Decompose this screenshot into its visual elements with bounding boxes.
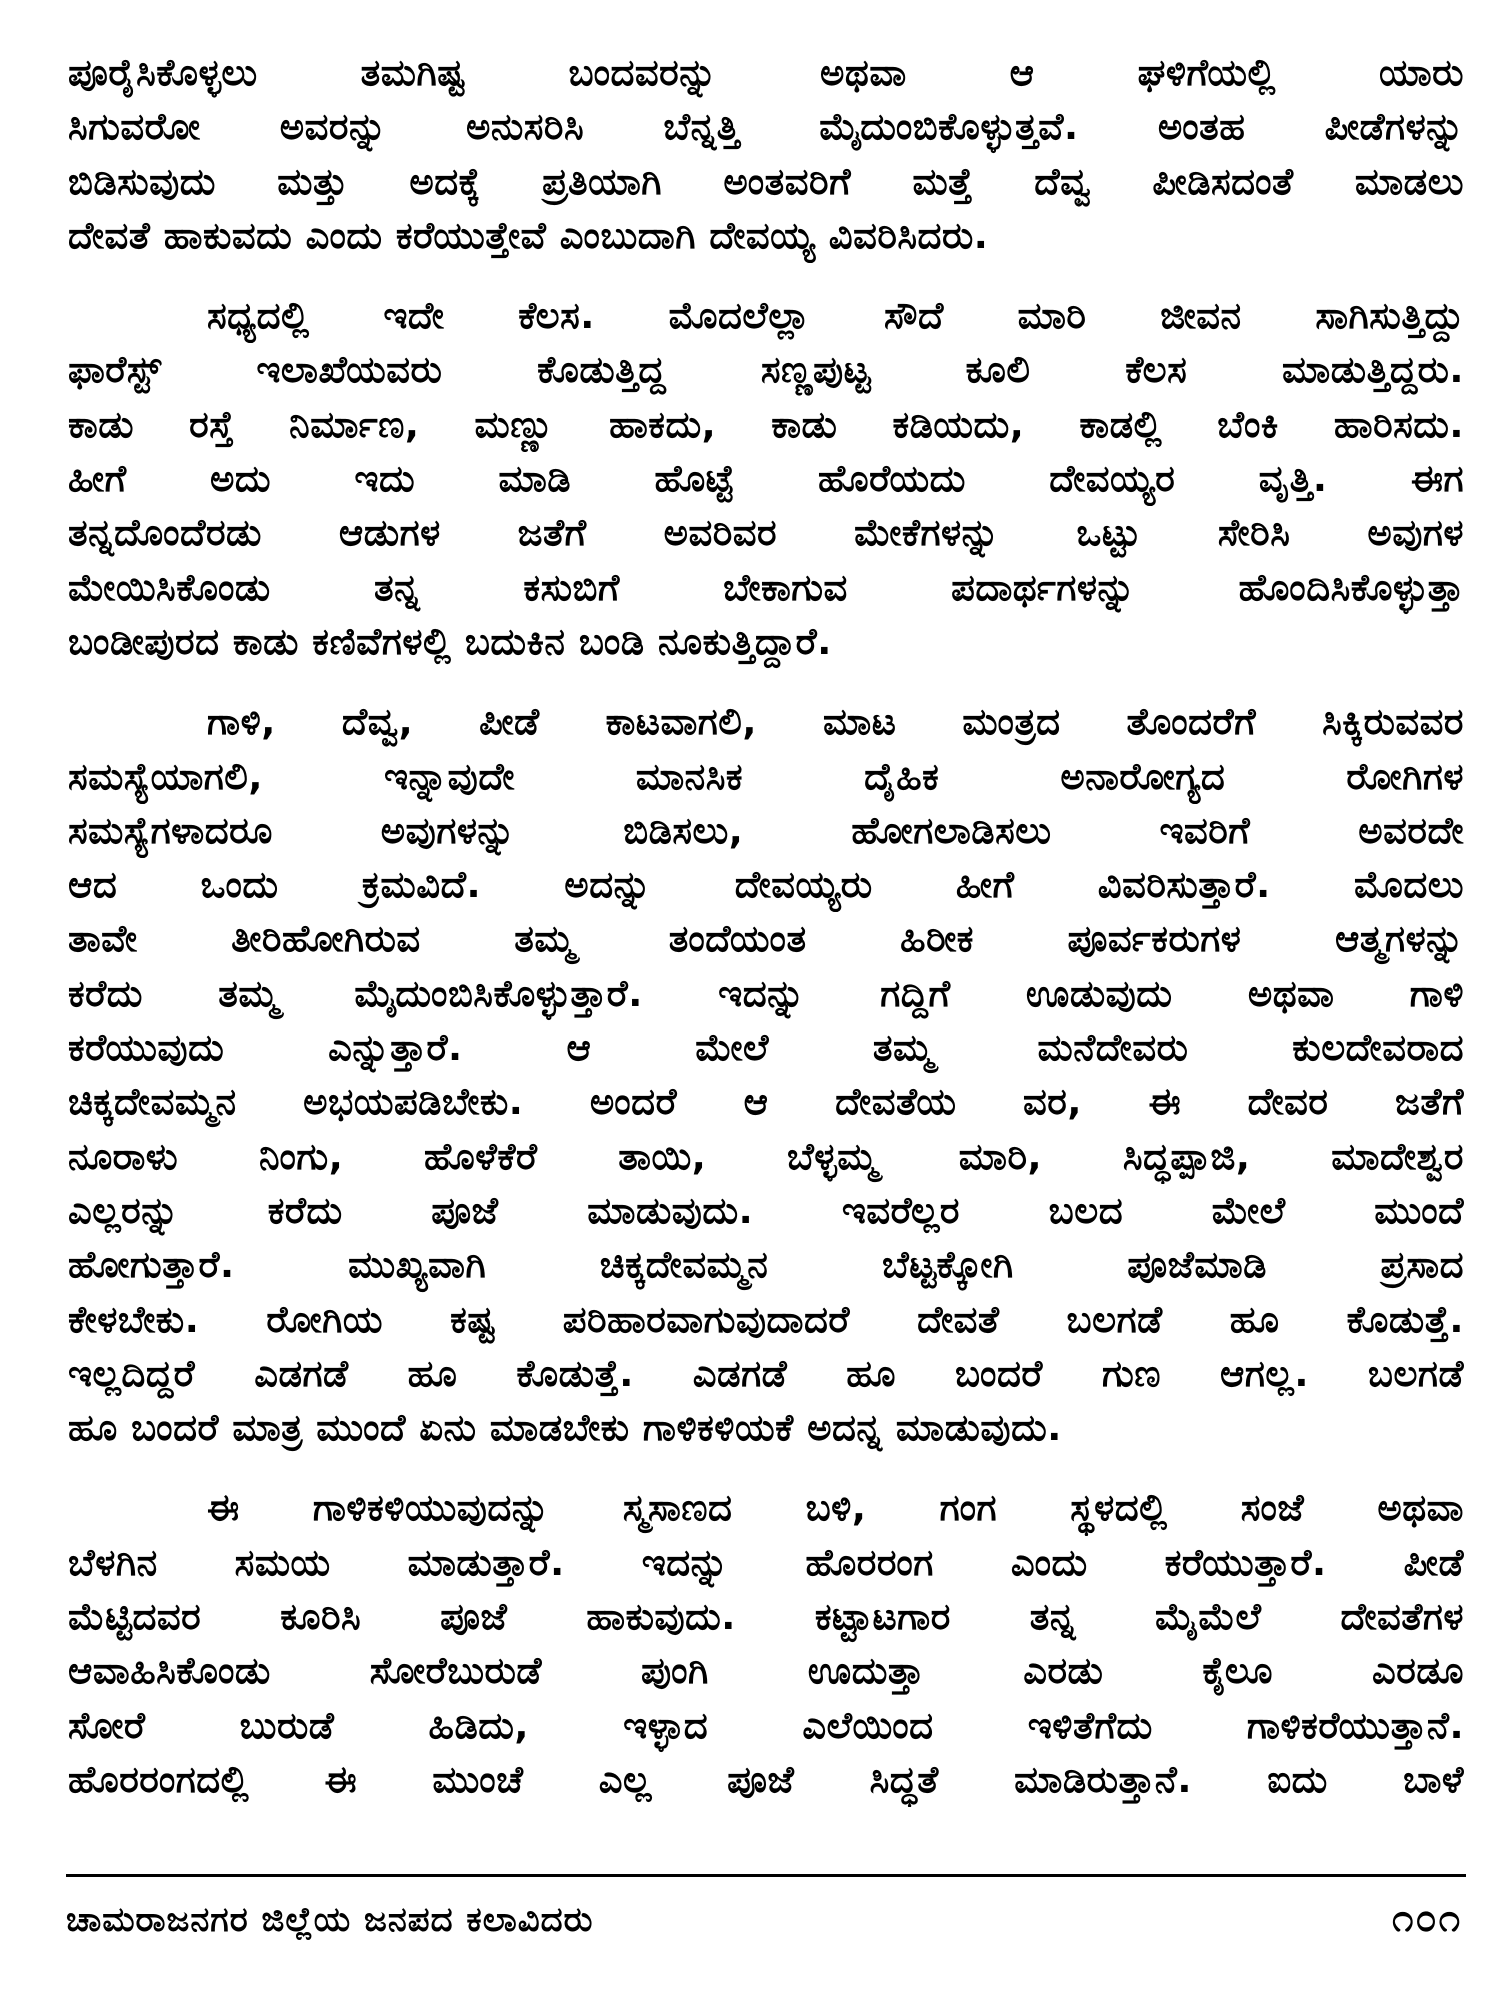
text-line: ಆದ ಒಂದು ಕ್ರಮವಿದೆ. ಅದನ್ನು ದೇವಯ್ಯರು ಹೀಗೆ ವಿವರಿಸುತ್ತಾರೆ. ಮೊದಲು [68, 863, 1464, 907]
text-line: ನೂರಾಳು ನಿಂಗು, ಹೊಳೆಕೆರೆ ತಾಯಿ, ಬೆಳ್ಳಮ್ಮ ಮಾರಿ, ಸಿದ್ಧಪ್ಪಾಜಿ, ಮಾದೇಶ್ವರ [68, 1134, 1464, 1178]
footer-rule [66, 1874, 1466, 1877]
text-line: ಸಿಗುವರೋ ಅವರನ್ನು ಅನುಸರಿಸಿ ಬೆನ್ನತ್ತಿ ಮೈದುಂಬಿಕೊಳ್ಳುತ್ತವೆ. ಅಂತಹ ಪೀಡೆಗಳನ್ನು [68, 105, 1464, 149]
text-line: ಹೋಗುತ್ತಾರೆ. ಮುಖ್ಯವಾಗಿ ಚಿಕ್ಕದೇವಮ್ಮನ ಬೆಟ್ಟಕ್ಕೋಗಿ ಪೂಜೆಮಾಡಿ ಪ್ರಸಾದ [68, 1243, 1464, 1287]
text-line: ಫಾರೆಸ್ಟ್ ಇಲಾಖೆಯವರು ಕೊಡುತ್ತಿದ್ದ ಸಣ್ಣಪುಟ್ಟ ಕೂಲಿ ಕೆಲಸ ಮಾಡುತ್ತಿದ್ದರು. [68, 348, 1464, 392]
running-footer-title: ಚಾಮರಾಜನಗರ ಜಿಲ್ಲೆಯ ಜನಪದ ಕಲಾವಿದರು [66, 1900, 594, 1940]
body-text [68, 46, 1464, 1866]
paragraph-1 [68, 46, 1464, 263]
text-line: ಕರೆಯುವುದು ಎನ್ನುತ್ತಾರೆ. ಆ ಮೇಲೆ ತಮ್ಮ ಮನೆದೇವರು ಕುಲದೇವರಾದ [68, 1026, 1464, 1070]
text-line: ಗಾಳಿ, ದೆವ್ವ, ಪೀಡೆ ಕಾಟವಾಗಲಿ, ಮಾಟ ಮಂತ್ರದ ತೊಂದರೆಗೆ ಸಿಕ್ಕಿರುವವರ [207, 700, 1464, 744]
text-line: ಹೂ ಬಂದರೆ ಮಾತ್ರ ಮುಂದೆ ಏನು ಮಾಡಬೇಕು ಗಾಳಿಕಳಿಯಕೆ ಅದನ್ನ ಮಾಡುವುದು. [68, 1406, 1062, 1450]
text-line: ಸೋರೆ ಬುರುಡೆ ಹಿಡಿದು, ಇಳ್ಳಾದ ಎಲೆಯಿಂದ ಇಳಿತೆಗೆದು ಗಾಳಿಕರೆಯುತ್ತಾನೆ. [68, 1703, 1464, 1747]
text-line: ಬಿಡಿಸುವುದು ಮತ್ತು ಅದಕ್ಕೆ ಪ್ರತಿಯಾಗಿ ಅಂತವರಿಗೆ ಮತ್ತೆ ದೆವ್ವ ಪೀಡಿಸದಂತೆ ಮಾಡಲು [68, 159, 1464, 203]
text-line: ಈ ಗಾಳಿಕಳಿಯುವುದನ್ನು ಸ್ಮಸಾಣದ ಬಳಿ, ಗಂಗ ಸ್ಥಳದಲ್ಲಿ ಸಂಜೆ ಅಥವಾ [207, 1486, 1464, 1530]
text-line: ಚಿಕ್ಕದೇವಮ್ಮನ ಅಭಯಪಡಿಬೇಕು. ಅಂದರೆ ಆ ದೇವತೆಯ ವರ, ಈ ದೇವರ ಜತೆಗೆ [68, 1080, 1464, 1124]
paragraph-2 [68, 289, 1464, 669]
text-line: ಸಮಸ್ಯೆಗಳಾದರೂ ಅವುಗಳನ್ನು ಬಿಡಿಸಲು, ಹೋಗಲಾಡಿಸಲು ಇವರಿಗೆ ಅವರದೇ [68, 808, 1464, 852]
text-line: ಎಲ್ಲರನ್ನು ಕರೆದು ಪೂಜೆ ಮಾಡುವುದು. ಇವರೆಲ್ಲರ ಬಲದ ಮೇಲೆ ಮುಂದೆ [68, 1188, 1464, 1232]
text-line: ಆವಾಹಿಸಿಕೊಂಡು ಸೋರೆಬುರುಡೆ ಪುಂಗಿ ಊದುತ್ತಾ ಎರಡು ಕೈಲೂ ಎರಡೂ [68, 1649, 1464, 1693]
text-line: ಮೆಟ್ಟಿದವರ ಕೂರಿಸಿ ಪೂಜೆ ಹಾಕುವುದು. ಕಟ್ಟಾಟಗಾರ ತನ್ನ ಮೈಮೆಲೆ ದೇವತೆಗಳ [68, 1595, 1464, 1639]
text-line: ಬೆಳಗಿನ ಸಮಯ ಮಾಡುತ್ತಾರೆ. ಇದನ್ನು ಹೊರರಂಗ ಎಂದು ಕರೆಯುತ್ತಾರೆ. ಪೀಡೆ [68, 1540, 1464, 1584]
paragraph-4 [68, 1481, 1464, 1807]
text-line: ಮೇಯಿಸಿಕೊಂಡು ತನ್ನ ಕಸುಬಿಗೆ ಬೇಕಾಗುವ ಪದಾರ್ಥಗಳನ್ನು ಹೊಂದಿಸಿಕೊಳ್ಳುತ್ತಾ [68, 565, 1464, 609]
text-line: ಬಂಡೀಪುರದ ಕಾಡು ಕಣಿವೆಗಳಲ್ಲಿ ಬದುಕಿನ ಬಂಡಿ ನೂಕುತ್ತಿದ್ದಾರೆ. [68, 619, 832, 663]
text-line: ತಾವೇ ತೀರಿಹೋಗಿರುವ ತಮ್ಮ ತಂದೆಯಂತ ಹಿರೀಕ ಪೂರ್ವಕರುಗಳ ಆತ್ಮಗಳನ್ನು [68, 917, 1464, 961]
text-line: ದೇವತೆ ಹಾಕುವದು ಎಂದು ಕರೆಯುತ್ತೇವೆ ಎಂಬುದಾಗಿ ದೇವಯ್ಯ ವಿವರಿಸಿದರು. [68, 213, 989, 257]
text-line: ಕಾಡು ರಸ್ತೆ ನಿರ್ಮಾಣ, ಮಣ್ಣು ಹಾಕದು, ಕಾಡು ಕಡಿಯದು, ಕಾಡಲ್ಲಿ ಬೆಂಕಿ ಹಾರಿಸದು. [68, 402, 1464, 446]
page-number: ೧೦೧ [1392, 1896, 1462, 1940]
text-line: ಹೊರರಂಗದಲ್ಲಿ ಈ ಮುಂಚೆ ಎಲ್ಲ ಪೂಜೆ ಸಿದ್ಧತೆ ಮಾಡಿರುತ್ತಾನೆ. ಐದು ಬಾಳೆ [68, 1757, 1464, 1801]
text-line: ಕೇಳಬೇಕು. ರೋಗಿಯ ಕಷ್ಟ ಪರಿಹಾರವಾಗುವುದಾದರೆ ದೇವತೆ ಬಲಗಡೆ ಹೂ ಕೊಡುತ್ತೆ. [68, 1297, 1464, 1341]
paragraph-3 [68, 695, 1464, 1455]
text-line: ಪೂರೈಸಿಕೊಳ್ಳಲು ತಮಗಿಷ್ಟ ಬಂದವರನ್ನು ಅಥವಾ ಆ ಘಳಿಗೆಯಲ್ಲಿ ಯಾರು [68, 51, 1464, 94]
text-line: ಹೀಗೆ ಅದು ಇದು ಮಾಡಿ ಹೊಟ್ಟೆ ಹೊರೆಯದು ದೇವಯ್ಯರ ವೃತ್ತಿ. ಈಗ [68, 457, 1464, 501]
text-line: ಸಧ್ಯದಲ್ಲಿ ಇದೇ ಕೆಲಸ. ಮೊದಲೆಲ್ಲಾ ಸೌದೆ ಮಾರಿ ಜೀವನ ಸಾಗಿಸುತ್ತಿದ್ದು [207, 294, 1464, 338]
text-line: ತನ್ನದೊಂದೆರಡು ಆಡುಗಳ ಜತೆಗೆ ಅವರಿವರ ಮೇಕೆಗಳನ್ನು ಒಟ್ಟು ಸೇರಿಸಿ ಅವುಗಳ [68, 511, 1464, 555]
text-line: ಕರೆದು ತಮ್ಮ ಮೈದುಂಬಿಸಿಕೊಳ್ಳುತ್ತಾರೆ. ಇದನ್ನು ಗದ್ದಿಗೆ ಊಡುವುದು ಅಥವಾ ಗಾಳಿ [68, 971, 1464, 1015]
text-line: ಇಲ್ಲದಿದ್ದರೆ ಎಡಗಡೆ ಹೂ ಕೊಡುತ್ತೆ. ಎಡಗಡೆ ಹೂ ಬಂದರೆ ಗುಣ ಆಗಲ್ಲ. ಬಲಗಡೆ [68, 1351, 1464, 1395]
text-line: ಸಮಸ್ಯೆಯಾಗಲಿ, ಇನ್ನಾವುದೇ ಮಾನಸಿಕ ದೈಹಿಕ ಅನಾರೋಗ್ಯದ ರೋಗಿಗಳ [68, 754, 1464, 798]
